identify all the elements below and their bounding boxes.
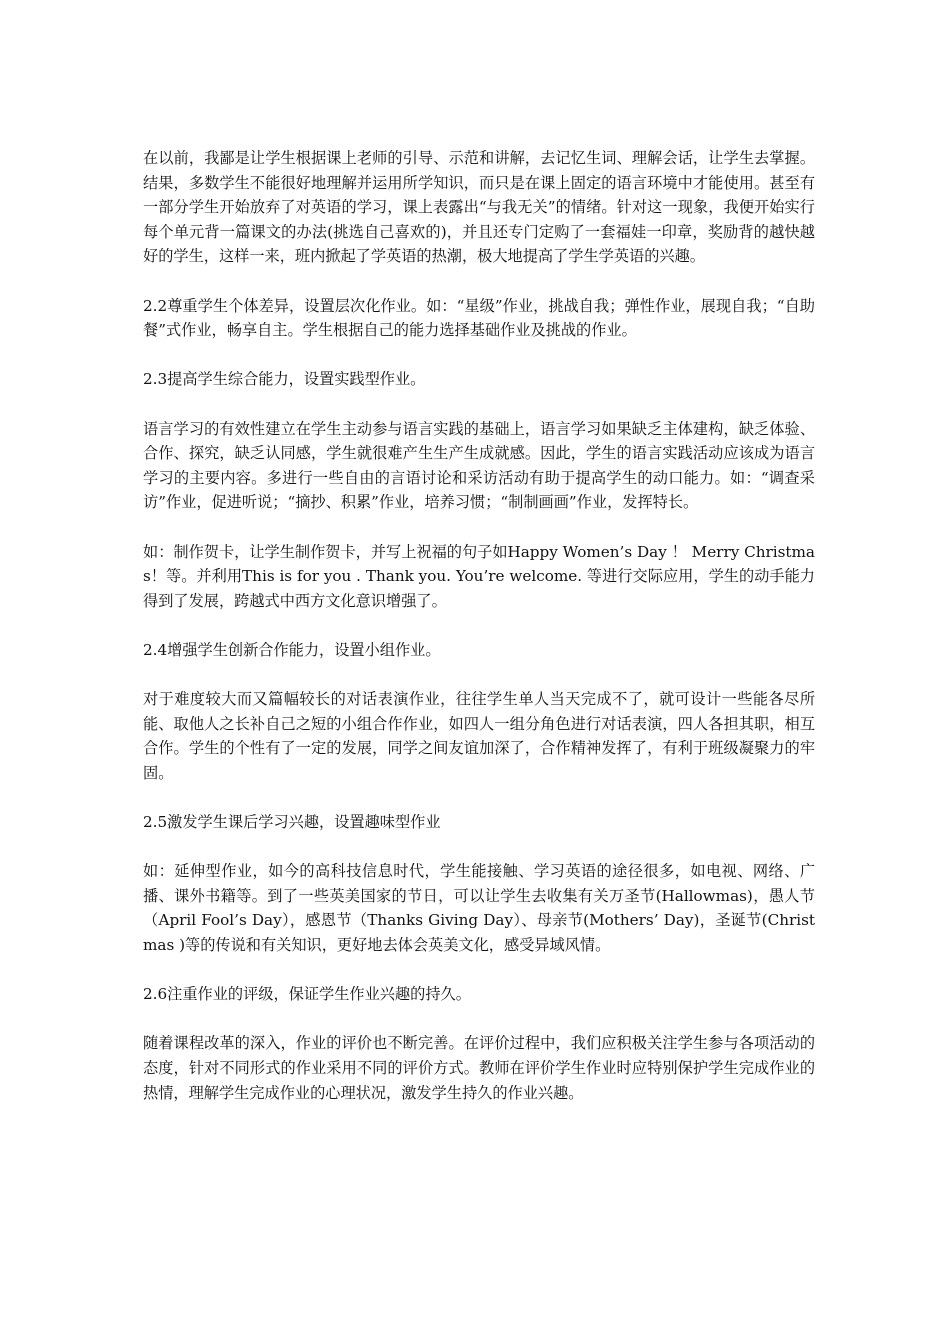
paragraph-2-2-tiered-homework: 2.2尊重学生个体差异，设置层次化作业。如：“星级”作业，挑战自我；弹性作业，展现自我；“自助餐”式作业，畅享自主。学生根据自己的能力选择基础作业及挑战的作业。 [143, 296, 815, 340]
document-page [143, 146, 815, 1130]
heading-2-4: 2.4增强学生创新合作能力，设置小组作业。 [143, 640, 441, 659]
paragraph-group-homework: 对于难度较大而又篇幅较长的对话表演作业，往往学生单人当天完成不了，就可设计一些能各尽所能、取他人之长补自己之短的小组合作作业，如四人一组分角色进行对话表演，四人各担其职，相互合作。学生的个性有了一定的发展，同学之间友谊加深了，合作精神发挥了，有利于班级凝聚力的牢固。 [143, 690, 815, 782]
paragraph-fun-homework: 如：延伸型作业，如今的高科技信息时代，学生能接触、学习英语的途径很多，如电视、网络、广播、课外书籍等。到了一些英美国家的节日，可以让学生去收集有关万圣节(Hallowmas)，愚人节（April Fool’s Day），感恩节（Thanks Giving Day）、母亲节(Mothers’ Day)，圣诞节(Christmas )等的传说和有关知识，更好地去体会英美文化，感受异域风情。 [143, 862, 815, 954]
heading-2-3: 2.3提高学生综合能力，设置实践型作业。 [143, 370, 426, 389]
paragraph-practice-homework: 语言学习的有效性建立在学生主动参与语言实践的基础上，语言学习如果缺乏主体建构，缺乏体验、合作、探究，缺乏认同感，学生就很难产生生产生成就感。因此，学生的语言实践活动应该成为语言学习的主要内容。多进行一些自由的言语讨论和采访活动有助于提高学生的动口能力。如：“调查采访”作业，促进听说；“摘抄、积累”作业，培养习惯；“制制画画”作业，发挥特长。 [143, 419, 815, 512]
heading-2-5: 2.5激发学生课后学习兴趣，设置趣味型作业 [143, 813, 441, 832]
heading-2-6: 2.6注重作业的评级，保证学生作业兴趣的持久。 [143, 985, 471, 1004]
paragraph-memorization: 在以前，我鄙是让学生根据课上老师的引导、示范和讲解，去记忆生词、理解会话，让学生去掌握。结果，多数学生不能很好地理解并运用所学知识，而只是在课上固定的语言环境中才能使用。甚至有一部分学生开始放弃了对英语的学习，课上表露出“与我无关”的情绪。针对这一现象，我便开始实行每个单元背一篇课文的办法(挑选自己喜欢的)，并且还专门定购了一套福娃一印章，奖励背的越快越好的学生，这样一来，班内掀起了学英语的热潮，极大地提高了学生学英语的兴趣。 [143, 149, 815, 266]
paragraph-greeting-cards: 如：制作贺卡，让学生制作贺卡，并写上祝福的句子如Happy Women’s Day ！ Merry Christmas！等。并利用This is for you . Thank you. You’re welcome. 等进行交际应用，学生的动手能力得到了发展，跨越式中西方文化意识增强了。 [143, 542, 815, 610]
paragraph-evaluation: 随着课程改革的深入，作业的评价也不断完善。在评价过程中，我们应积极关注学生参与各项活动的态度，针对不同形式的作业采用不同的评价方式。教师在评价学生作业时应特别保护学生完成作业的热情，理解学生完成作业的心理状况，激发学生持久的作业兴趣。 [143, 1034, 815, 1102]
